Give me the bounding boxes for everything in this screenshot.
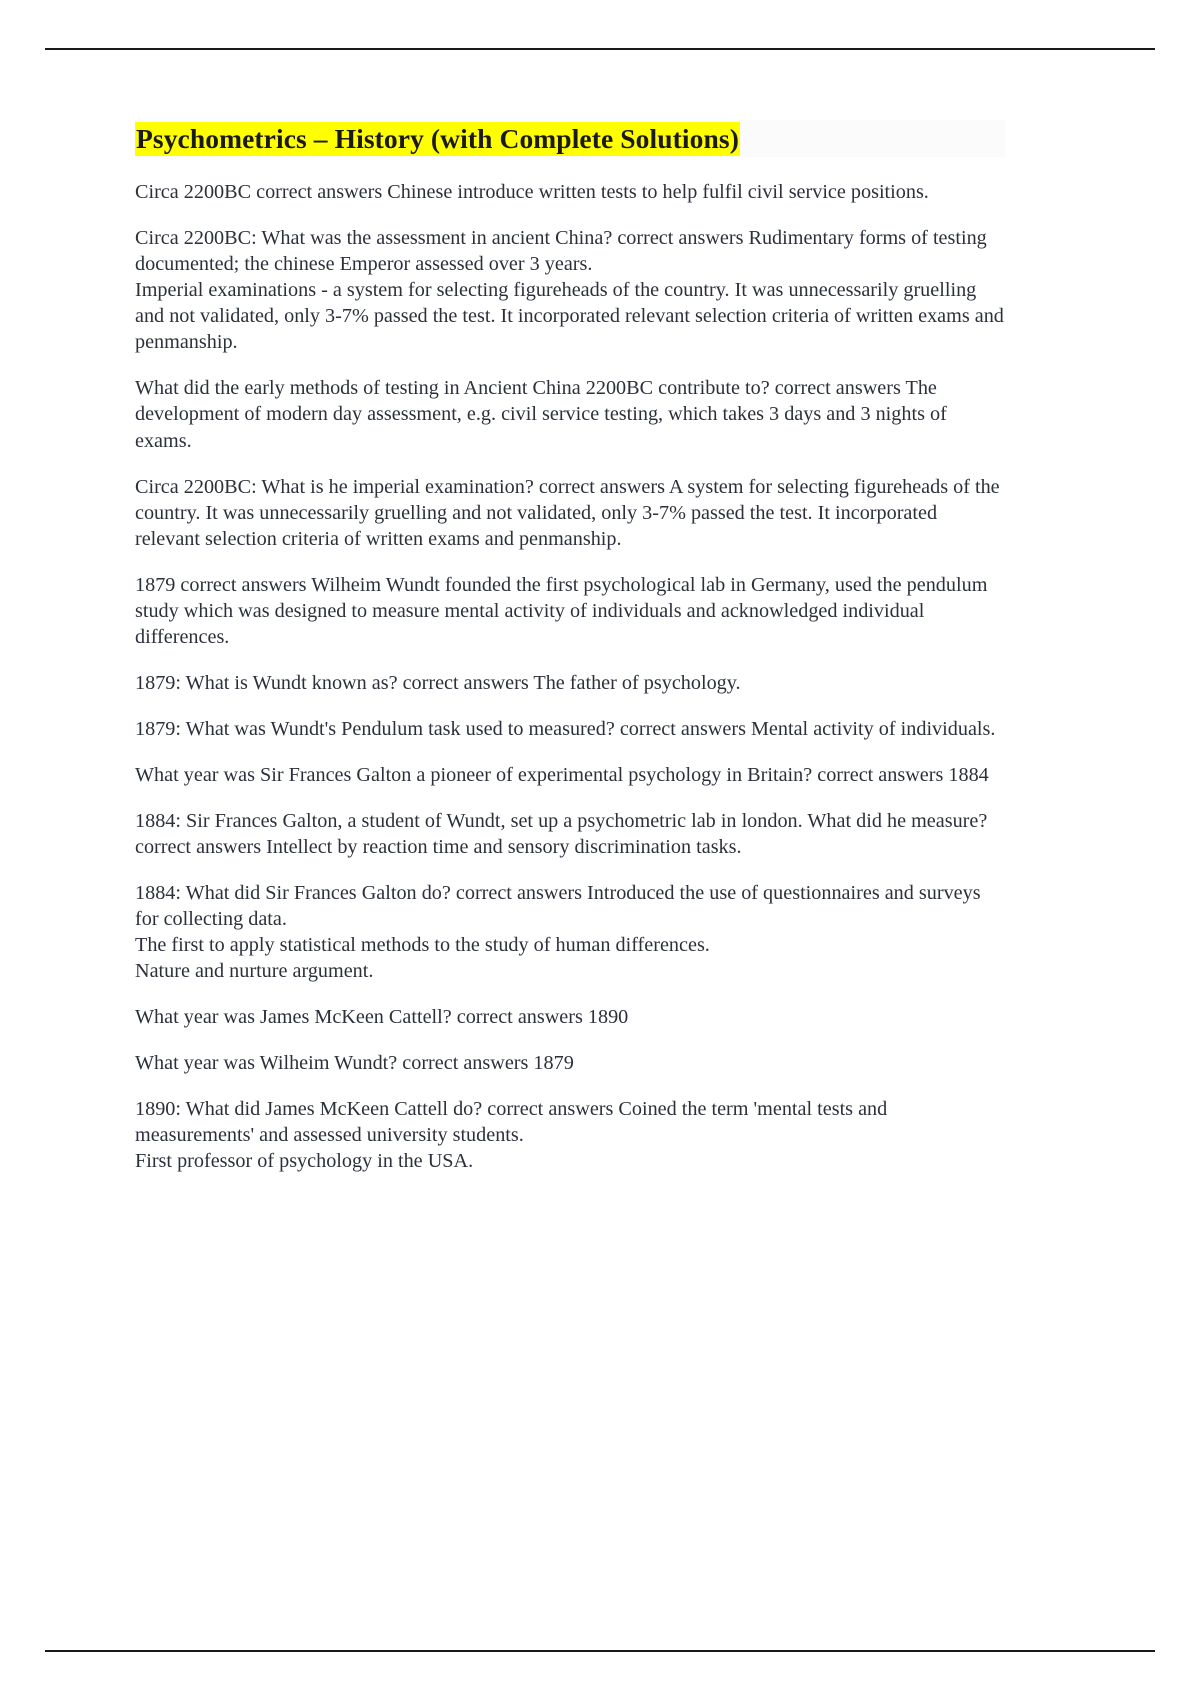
paragraph-5 [135,572,1005,650]
page-title [135,120,1005,157]
paragraph-line: What year was Wilheim Wundt? correct answers 1879 [135,1052,574,1075]
paragraph-line: Nature and nurture argument. [135,960,374,983]
paragraph-line: What year was Sir Frances Galton a pioneer of experimental psychology in Britain? correct answers 1884 [135,763,989,786]
paragraph-7 [135,716,1005,742]
paragraph-line: Circa 2200BC: What was the assessment in ancient China? correct answers Rudimentary forms of testing documented; the chinese Emperor assessed over 3 years. [135,227,987,276]
paragraph-line: Circa 2200BC correct answers Chinese introduce written tests to help fulfil civil service positions. [135,181,929,204]
paragraph-9 [135,808,1005,860]
paragraph-line: 1890: What did James McKeen Cattell do? correct answers Coined the term 'mental tests and measurements' and assessed university students. [135,1098,888,1147]
paragraph-11 [135,1004,1005,1030]
paragraph-line: First professor of psychology in the USA. [135,1150,474,1173]
header-divider-line [45,48,1155,50]
paragraph-line: 1879 correct answers Wilheim Wundt founded the first psychological lab in Germany, used the pendulum study which was designed to measure mental activity of individuals and acknowledged individual differences. [135,573,988,648]
paragraph-12 [135,1050,1005,1076]
paragraph-1 [135,179,1005,205]
paragraph-line: The first to apply statistical methods to the study of human differences. [135,934,710,957]
page-title-highlight: Psychometrics – History (with Complete Solutions) [136,123,739,154]
paragraph-8 [135,762,1005,788]
paragraph-13 [135,1096,1005,1174]
paragraph-line: 1884: Sir Frances Galton, a student of Wundt, set up a psychometric lab in london. What did he measure? correct answers Intellect by reaction time and sensory discrimination tasks. [135,809,988,859]
paragraph-4 [135,474,1005,552]
document-body [135,120,1005,1174]
paragraph-line: Circa 2200BC: What is he imperial examination? correct answers A system for selecting figureheads of the country. It was unnecessarily gruelling and not validated, only 3-7% passed the test. It incorporated relevant selection criteria of written exams and penmanship. [135,475,1000,550]
paragraph-line: 1879: What was Wundt's Pendulum task used to measured? correct answers Mental activity of individuals. [135,717,996,740]
paragraph-line: What year was James McKeen Cattell? correct answers 1890 [135,1006,629,1029]
paragraph-line: 1884: What did Sir Frances Galton do? correct answers Introduced the use of questionnaires and surveys for collecting data. [135,882,981,931]
paragraph-2 [135,225,1005,355]
paragraph-line: What did the early methods of testing in Ancient China 2200BC contribute to? correct answers The development of modern day assessment, e.g. civil service testing, which takes 3 days and 3 nights of exams. [135,377,947,452]
footer-divider-line [45,1650,1155,1652]
paragraph-6 [135,670,1005,696]
paragraph-10 [135,880,1005,984]
paragraph-3 [135,375,1005,453]
paragraph-line: 1879: What is Wundt known as? correct answers The father of psychology. [135,671,741,694]
paragraph-line: Imperial examinations - a system for selecting figureheads of the country. It was unnecessarily gruelling and not validated, only 3-7% passed the test. It incorporated relevant selection criteria of written exams and penmanship. [135,279,1004,354]
